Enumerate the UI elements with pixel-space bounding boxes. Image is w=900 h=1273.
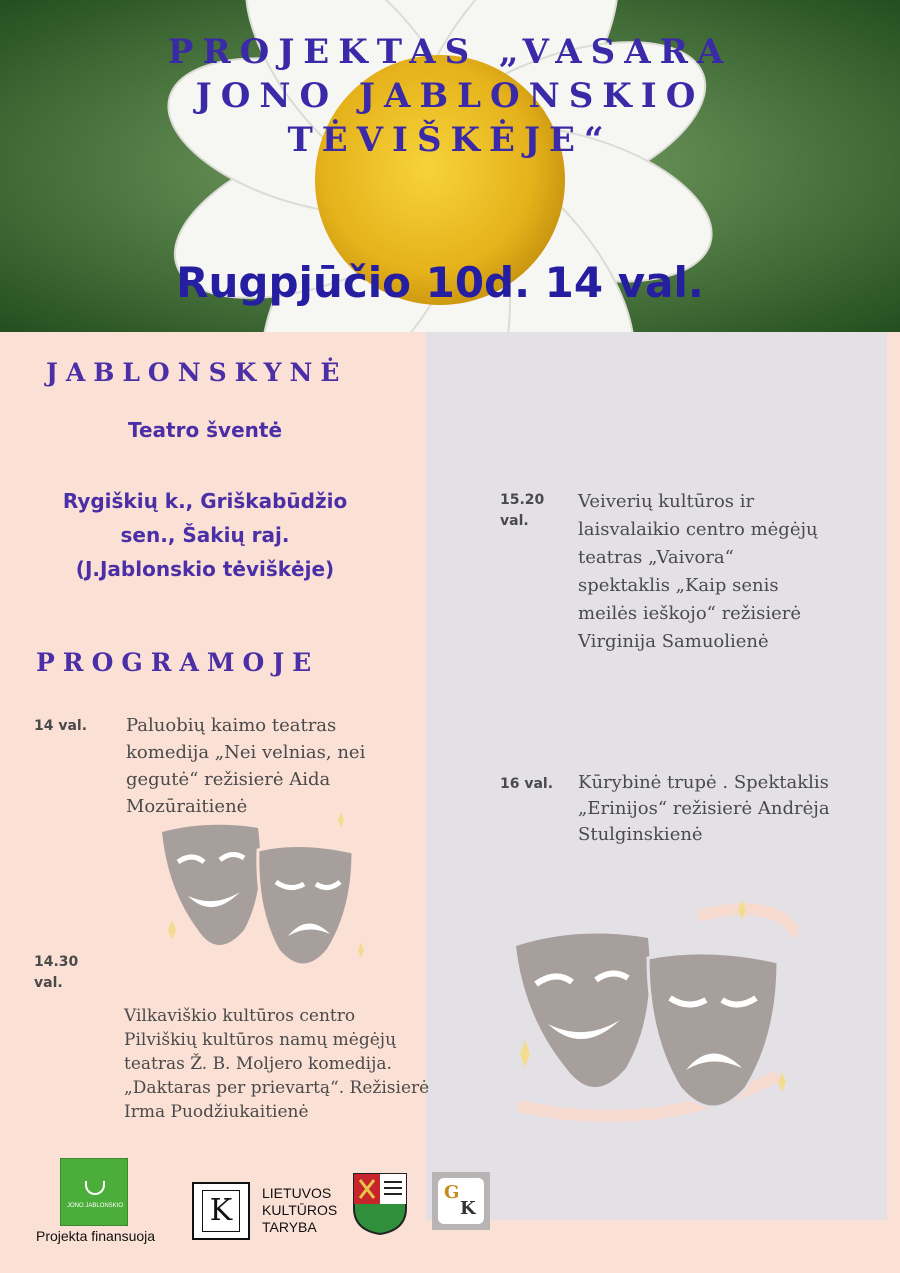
council-line: TARYBA	[262, 1219, 317, 1235]
desc-line: meilės ieškojo“ režisierė	[578, 603, 801, 624]
desc-line: Paluobių kaimo teatras	[126, 715, 337, 736]
desc-line: teatras „Vaivora“	[578, 547, 734, 568]
theatre-masks-icon	[148, 800, 378, 980]
desc-line: Virginija Samuolienė	[578, 631, 769, 652]
desc-line: Vilkaviškio kultūros centro	[124, 1006, 356, 1026]
desc-line: „Erinijos“ režisierė Andrėja	[578, 798, 830, 819]
council-line: KULTŪROS	[262, 1202, 338, 1218]
desc-line: Irma Puodžiukaitienė	[124, 1102, 309, 1122]
program-heading: PROGRAMOJE	[36, 648, 320, 677]
council-line: LIETUVOS	[262, 1185, 332, 1201]
venue-name: JABLONSKYNĖ	[46, 358, 348, 387]
coat-of-arms-icon	[352, 1172, 408, 1236]
sponsor-logo-jablonskio	[60, 1158, 128, 1226]
address-line-1: Rygiškių k., Griškabūdžio	[62, 489, 348, 513]
financed-label: Projekta finansuoja	[36, 1228, 156, 1244]
event-date: Rugpjūčio 10d. 14 val.	[176, 258, 704, 307]
desc-line: komedija „Nei velnias, nei	[126, 742, 366, 763]
event-type: Teatro šventė	[127, 418, 283, 442]
council-letter: K	[202, 1190, 240, 1232]
desc-line: gegutė“ režisierė Aida	[126, 769, 331, 790]
desc-line: Pilviškių kultūros namų mėgėjų	[124, 1030, 397, 1050]
council-logo	[192, 1182, 250, 1240]
program-time-3	[500, 490, 544, 532]
desc-line: Stulginskienė	[578, 824, 703, 845]
gk-logo	[432, 1172, 490, 1230]
address-line-3: (J.Jablonskio tėviškėje)	[75, 557, 335, 581]
gk-logo-inner	[438, 1178, 484, 1224]
hero-title-line-2: JONO JABLONSKIO	[195, 76, 705, 116]
theatre-masks-large-icon	[498, 896, 798, 1126]
program-desc-4	[578, 770, 830, 848]
program-desc-3	[578, 488, 818, 656]
desc-line: „Daktaras per prievartą“. Režisierė	[124, 1078, 430, 1098]
council-name	[262, 1185, 337, 1236]
time-line: val.	[34, 975, 63, 991]
hero-banner	[0, 0, 900, 332]
gk-letter-k: K	[460, 1198, 476, 1219]
time-line: 14.30	[34, 954, 79, 970]
program-time-1: 14 val.	[34, 718, 88, 734]
time-line: val.	[500, 513, 529, 529]
time-line: 15.20	[500, 492, 545, 508]
program-time-2	[34, 952, 78, 994]
desc-line: laisvalaikio centro mėgėjų	[578, 519, 818, 540]
address-line-2: sen., Šakių raj.	[120, 523, 290, 547]
venue-address	[0, 484, 410, 586]
desc-line: Veiverių kultūros ir	[578, 491, 755, 512]
logo-text: JONO JABLONSKIO	[66, 1203, 123, 1209]
desc-line: Mozūraitienė	[126, 796, 248, 817]
program-time-4: 16 val.	[500, 776, 554, 792]
program-desc-2	[124, 1004, 429, 1124]
desc-line: spektaklis „Kaip senis	[578, 575, 779, 596]
hero-title-line-3: TĖVIŠKĖJE“	[287, 120, 613, 160]
desc-line: teatras Ž. B. Moljero komedija.	[124, 1054, 392, 1074]
book-icon	[85, 1181, 105, 1195]
gk-letter-g: G	[444, 1182, 460, 1203]
hero-title-line-1: PROJEKTAS „VASARA	[167, 32, 733, 72]
desc-line: Kūrybinė trupė . Spektaklis	[578, 772, 829, 793]
